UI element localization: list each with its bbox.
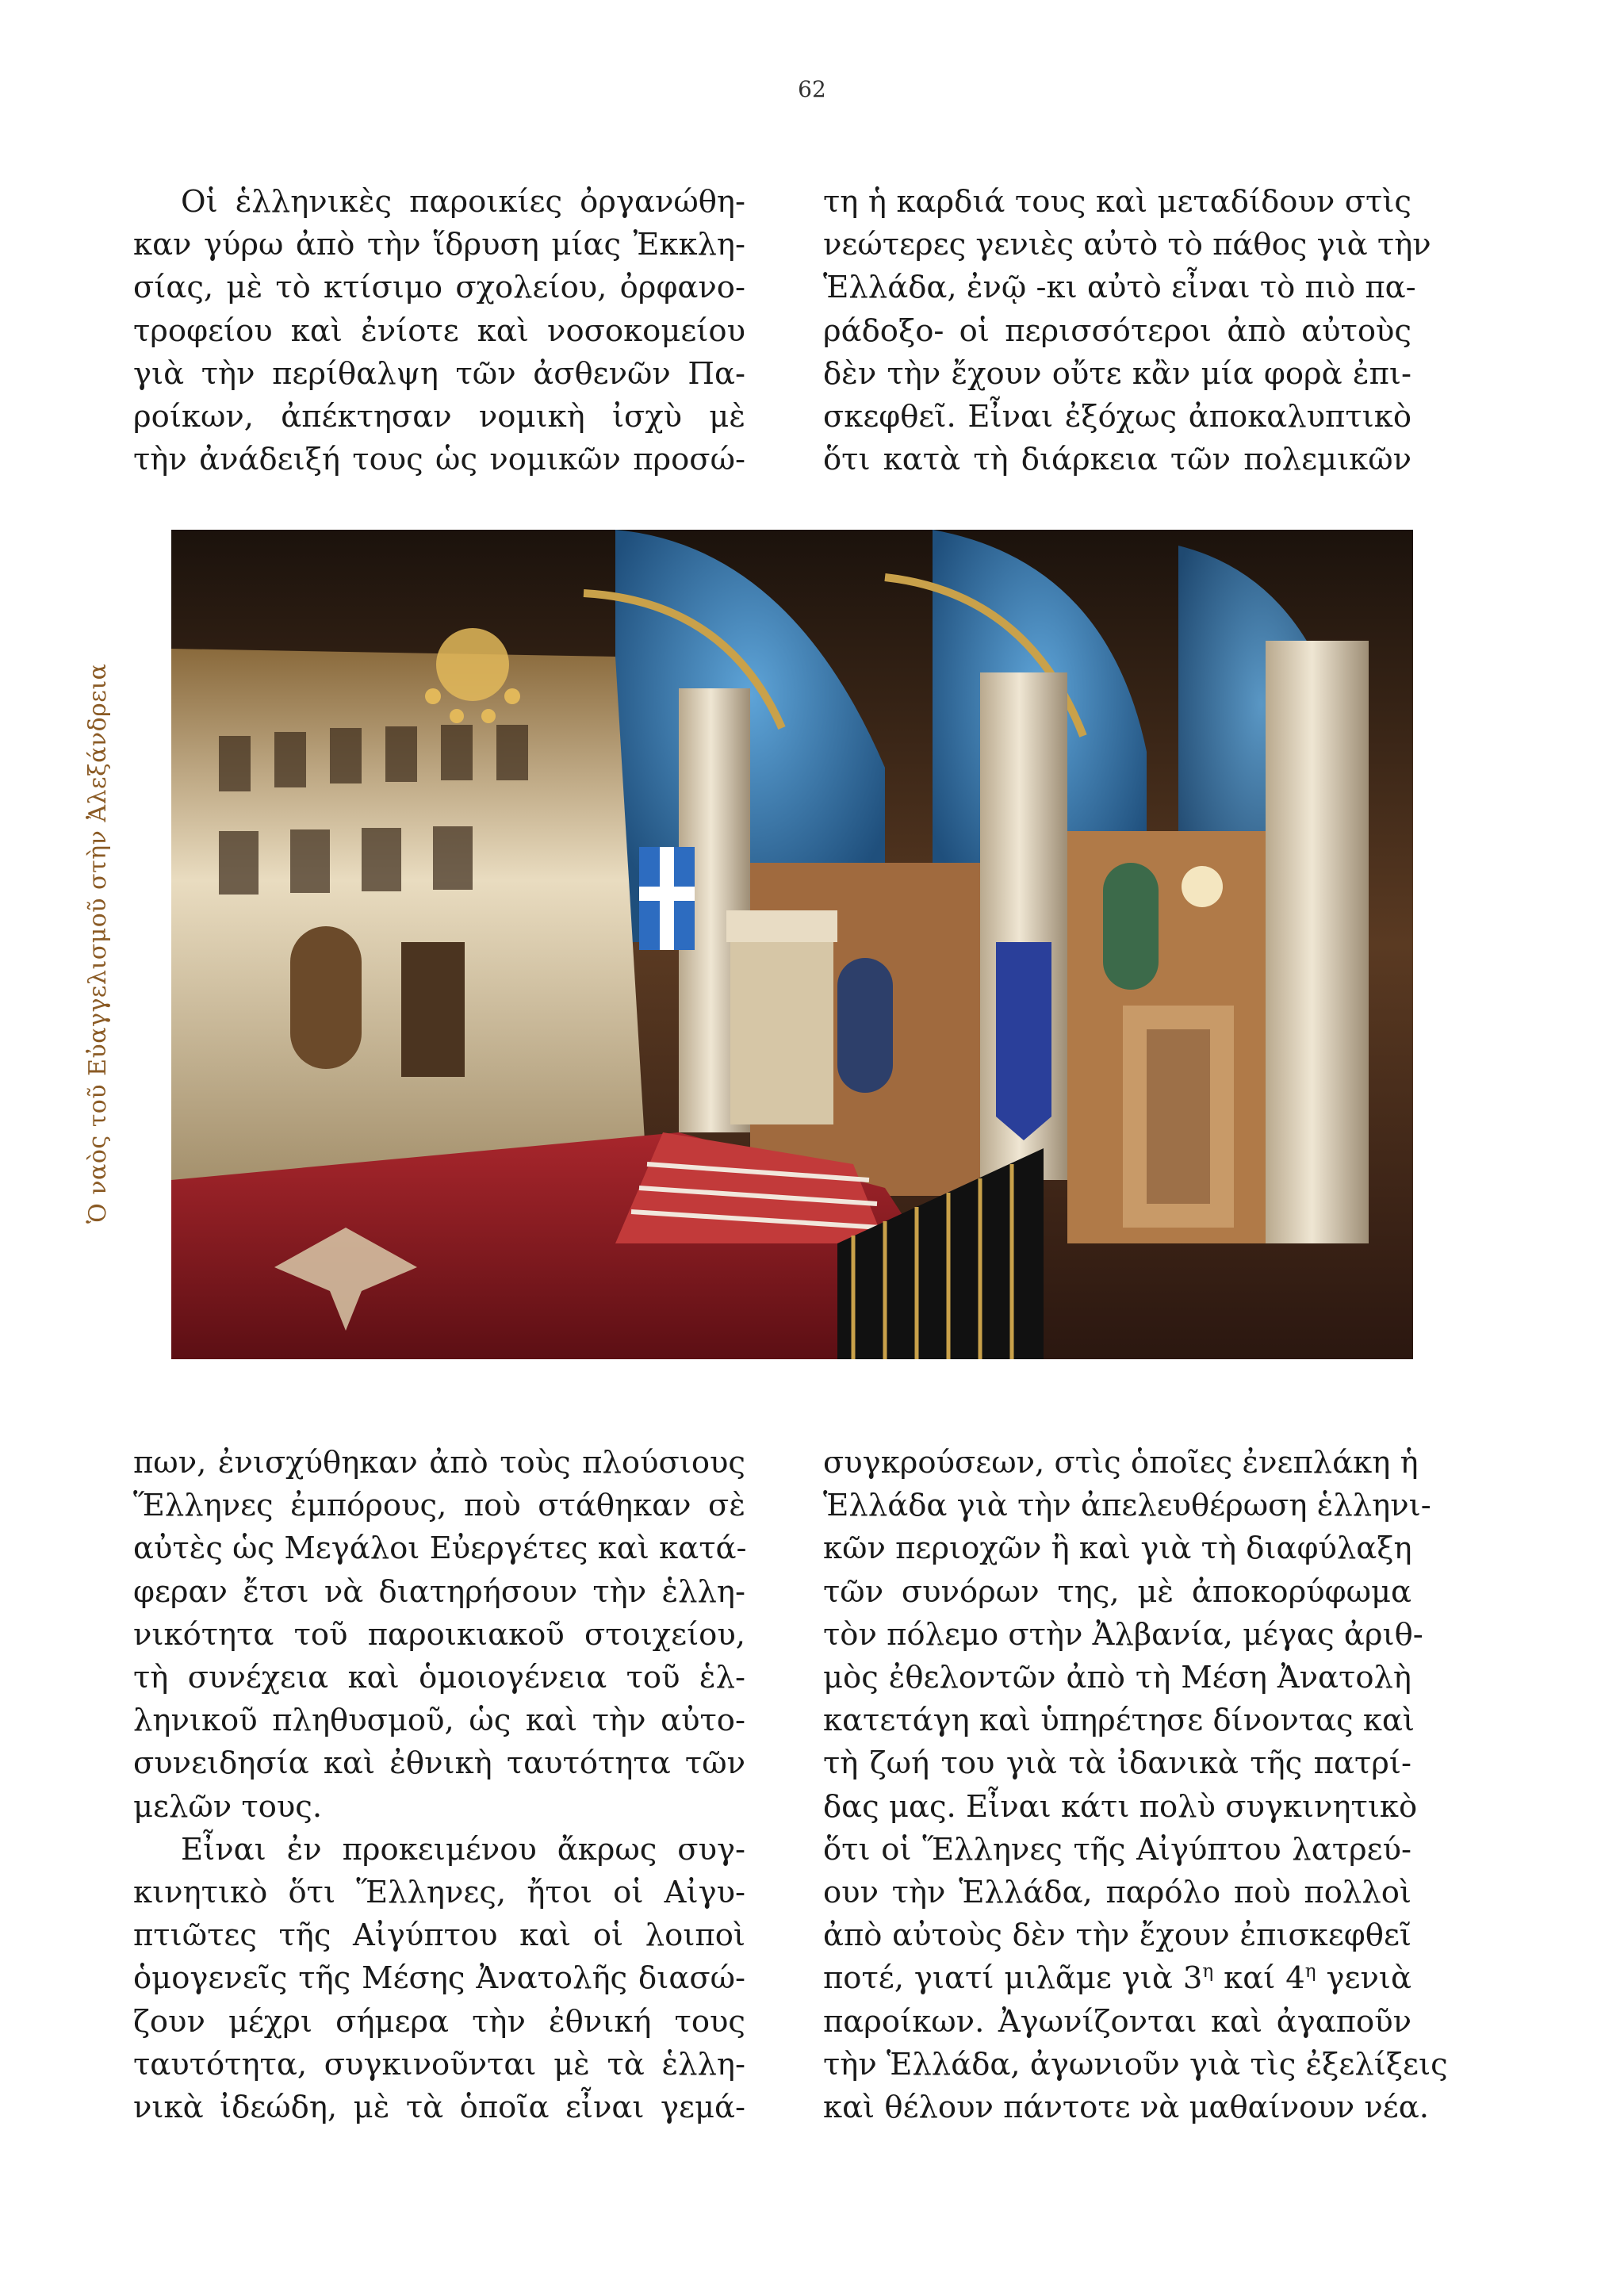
text-line: ὅτι οἱ Ἕλληνες τῆς Αἰγύπτου λατρεύ- xyxy=(823,1831,1411,1868)
text-line: κῶν περιοχῶν ἢ καὶ γιὰ τὴ διαφύλαξη xyxy=(823,1531,1412,1567)
text-line: κινητικὸ ὅτι Ἕλληνες, ἤτοι οἱ Αἰγυ- xyxy=(133,1875,745,1911)
text-line: συγκρούσεων, στὶς ὁποῖες ἐνεπλάκη ἡ xyxy=(823,1445,1419,1481)
text-line: Ἕλληνες ἐμπόρους, ποὺ στάθηκαν σὲ xyxy=(133,1488,745,1524)
text-line: ροίκων, ἀπέκτησαν νομικὴ ἰσχὺ μὲ xyxy=(133,399,745,435)
paragraph xyxy=(823,1442,1448,2129)
side-caption: Ὁ ναὸς τοῦ Εὐαγγελισμοῦ στὴν Ἀλεξάνδρεια xyxy=(84,663,112,1224)
text-line: ράδοξο- οἱ περισσότεροι ἀπὸ αὐτοὺς xyxy=(823,312,1411,349)
text-line: κατετάγη καὶ ὑπηρέτησε δίνοντας καὶ xyxy=(823,1703,1415,1739)
text-column-bottom-right xyxy=(823,1442,1448,2129)
text-column-bottom-left xyxy=(133,1442,745,2129)
text-line: δὲν τὴν ἔχουν οὔτε κἂν μία φορὰ ἐπι- xyxy=(823,355,1411,392)
text-line: τροφείου καὶ ἐνίοτε καὶ νοσοκομείου xyxy=(133,312,745,349)
text-line: τη ἡ καρδιά τους καὶ μεταδίδουν στὶς xyxy=(823,184,1411,220)
text-line: φεραν ἔτσι νὰ διατηρήσουν τὴν ἑλλη- xyxy=(133,1573,745,1610)
text-line: ἀπὸ αὐτοὺς δὲν τὴν ἔχουν ἐπισκεφθεῖ xyxy=(823,1917,1411,1954)
text-line: ουν τὴν Ἑλλάδα, παρόλο ποὺ πολλοὶ xyxy=(823,1875,1411,1911)
text-line: ληνικοῦ πληθυσμοῦ, ὡς καὶ τὴν αὐτο- xyxy=(133,1703,745,1739)
superscript: η xyxy=(1304,1961,1316,1983)
text-fragment: ποτέ, γιατί μιλᾶμε γιὰ 3 xyxy=(823,1960,1203,1997)
text-column-top-left xyxy=(133,181,745,481)
text-line: καν γύρω ἀπὸ τὴν ἵδρυση μίας Ἐκκλη- xyxy=(133,227,745,263)
text-line: νικότητα τοῦ παροικιακοῦ στοιχείου, xyxy=(133,1616,745,1653)
text-line: τὸν πόλεμο στὴν Ἀλβανία, μέγας ἀριθ- xyxy=(823,1616,1423,1653)
text-line: καὶ θέλουν πάντοτε νὰ μαθαίνουν νέα. xyxy=(823,2090,1429,2126)
text-line: δας μας. Εἶναι κάτι πολὺ συγκινητικὸ xyxy=(823,1788,1418,1825)
text-line: μὸς ἐθελοντῶν ἀπὸ τὴ Μέση Ἀνατολὴ xyxy=(823,1660,1411,1696)
text-line: παροίκων. Ἀγωνίζονται καὶ ἀγαποῦν xyxy=(823,2003,1411,2040)
text-line: τὴν ἀνάδειξή τους ὡς νομικῶν προσώ- xyxy=(133,442,745,478)
text-line: τὴν Ἑλλάδα, ἀγωνιοῦν γιὰ τὶς ἐξελίξεις xyxy=(823,2046,1448,2082)
paragraph xyxy=(133,1442,745,1829)
paragraph xyxy=(133,1829,745,2129)
text-line-generations xyxy=(823,1957,1411,2000)
text-line: μελῶν τους. xyxy=(133,1788,323,1825)
text-line: τὴ ζωή του γιὰ τὰ ἰδανικὰ τῆς πατρί- xyxy=(823,1745,1411,1782)
text-line: γιὰ τὴν περίθαλψη τῶν ἀσθενῶν Πα- xyxy=(133,355,745,392)
text-line: ζουν μέχρι σήμερα τὴν ἐθνική τους xyxy=(133,2003,745,2040)
superscript: η xyxy=(1202,1961,1214,1983)
page-number: 62 xyxy=(798,76,826,102)
text-line: τὴ συνέχεια καὶ ὁμοιογένεια τοῦ ἑλ- xyxy=(133,1660,745,1696)
text-line: Ἑλλάδα γιὰ τὴν ἀπελευθέρωση ἑλληνι- xyxy=(823,1488,1431,1524)
text-fragment: καί 4 xyxy=(1213,1960,1305,1997)
paragraph xyxy=(823,181,1431,481)
text-line: τῶν συνόρων της, μὲ ἀποκορύφωμα xyxy=(823,1573,1411,1610)
text-line: νικὰ ἰδεώδη, μὲ τὰ ὁποῖα εἶναι γεμά- xyxy=(133,2090,745,2126)
text-line: ὁμογενεῖς τῆς Μέσης Ἀνατολῆς διασώ- xyxy=(133,1960,745,1997)
text-line: ταυτότητα, συγκινοῦνται μὲ τὰ ἑλλη- xyxy=(133,2046,745,2082)
text-line: σκεφθεῖ. Εἶναι ἐξόχως ἀποκαλυπτικὸ xyxy=(823,399,1411,435)
text-line: ὅτι κατὰ τὴ διάρκεια τῶν πολεμικῶν xyxy=(823,442,1411,478)
text-line: νεώτερες γενιὲς αὐτὸ τὸ πάθος γιὰ τὴν xyxy=(823,227,1431,263)
text-line: αὐτὲς ὡς Μεγάλοι Εὐεργέτες καὶ κατά- xyxy=(133,1531,747,1567)
text-fragment: γενιὰ xyxy=(1316,1960,1411,1997)
text-line: Ἑλλάδα, ἐνῷ -κι αὐτὸ εἶναι τὸ πιὸ πα- xyxy=(823,270,1416,306)
paragraph xyxy=(133,181,745,481)
text-line: σίας, μὲ τὸ κτίσιμο σχολείου, ὀρφανο- xyxy=(133,270,745,306)
text-line: πτιῶτες τῆς Αἰγύπτου καὶ οἱ λοιποὶ xyxy=(133,1917,745,1954)
text-column-top-right xyxy=(823,181,1431,481)
text-line: συνειδησία καὶ ἐθνικὴ ταυτότητα τῶν xyxy=(133,1745,745,1782)
text-line: πων, ἐνισχύθηκαν ἀπὸ τοὺς πλούσιους xyxy=(133,1445,745,1481)
text-line: Εἶναι ἐν προκειμένου ἄκρως συγ- xyxy=(181,1831,745,1868)
church-interior-photo xyxy=(171,530,1413,1359)
text-line: Οἱ ἑλληνικὲς παροικίες ὀργανώθη- xyxy=(181,184,745,220)
